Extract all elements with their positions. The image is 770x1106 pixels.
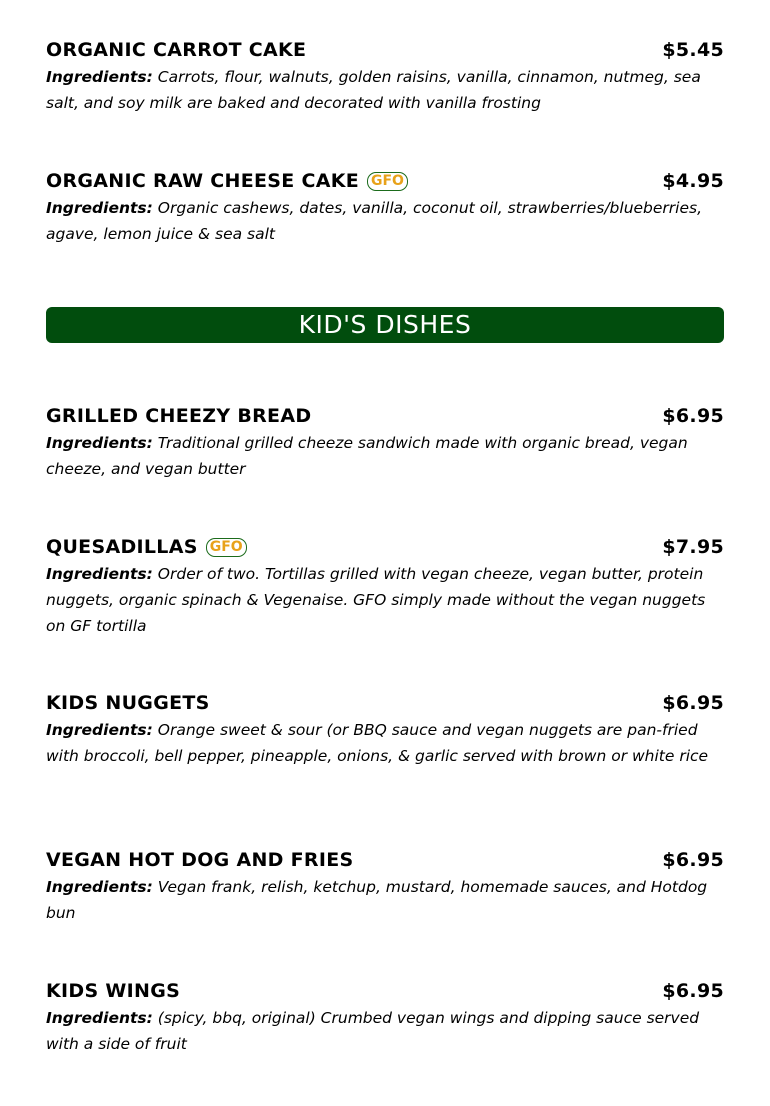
item-name: ORGANIC RAW CHEESE CAKE <box>46 170 359 192</box>
item-description <box>46 431 724 483</box>
item-description <box>46 1006 724 1058</box>
item-price: $6.95 <box>662 405 724 427</box>
gfo-badge: GFO <box>206 538 247 557</box>
item-name: ORGANIC CARROT CAKE <box>46 39 307 61</box>
item-price: $7.95 <box>662 536 724 558</box>
ingredients-text: Orange sweet & sour (or BBQ sauce and vegan nuggets are pan-fried with broccoli, bell pepper, pineapple, onions, & garlic served with brown or white rice <box>46 721 709 765</box>
ingredients-label: Ingredients: <box>46 721 153 739</box>
ingredients-label: Ingredients: <box>46 199 153 217</box>
item-description <box>46 875 724 927</box>
ingredients-text: Traditional grilled cheeze sandwich made with organic bread, vegan cheeze, and vegan butter <box>46 434 688 478</box>
item-name: KIDS WINGS <box>46 980 181 1002</box>
item-description <box>46 562 724 639</box>
item-price: $5.45 <box>662 39 724 61</box>
menu-item <box>46 845 724 927</box>
item-description <box>46 196 724 248</box>
ingredients-text: Organic cashews, dates, vanilla, coconut oil, strawberries/blueberries, agave, lemon juice & sea salt <box>46 199 703 243</box>
menu-item <box>46 35 724 117</box>
item-name: GRILLED CHEEZY BREAD <box>46 405 312 427</box>
ingredients-text: Vegan frank, relish, ketchup, mustard, homemade sauces, and Hotdog bun <box>46 878 708 922</box>
menu-item <box>46 688 724 770</box>
section-banner-kids-dishes: KID'S DISHES <box>46 307 724 343</box>
ingredients-text: Order of two. Tortillas grilled with vegan cheeze, vegan butter, protein nuggets, organic spinach & Vegenaise. GFO simply made without the vegan nuggets on GF tortilla <box>46 565 706 635</box>
ingredients-label: Ingredients: <box>46 68 153 86</box>
ingredients-label: Ingredients: <box>46 434 153 452</box>
item-name: VEGAN HOT DOG AND FRIES <box>46 849 354 871</box>
menu-item <box>46 401 724 483</box>
item-description <box>46 718 724 770</box>
menu-item <box>46 532 724 639</box>
gfo-badge: GFO <box>367 172 408 191</box>
item-name: QUESADILLAS <box>46 536 198 558</box>
ingredients-text: Carrots, flour, walnuts, golden raisins, vanilla, cinnamon, nutmeg, sea salt, and soy milk are baked and decorated with vanilla frosting <box>46 68 701 112</box>
menu-item <box>46 166 724 248</box>
item-price: $4.95 <box>662 170 724 192</box>
item-description <box>46 65 724 117</box>
item-name: KIDS NUGGETS <box>46 692 210 714</box>
ingredients-label: Ingredients: <box>46 878 153 896</box>
item-price: $6.95 <box>662 849 724 871</box>
ingredients-label: Ingredients: <box>46 565 153 583</box>
ingredients-text: (spicy, bbq, original) Crumbed vegan wings and dipping sauce served with a side of fruit <box>46 1009 700 1053</box>
item-price: $6.95 <box>662 980 724 1002</box>
item-price: $6.95 <box>662 692 724 714</box>
menu-item <box>46 976 724 1058</box>
ingredients-label: Ingredients: <box>46 1009 153 1027</box>
